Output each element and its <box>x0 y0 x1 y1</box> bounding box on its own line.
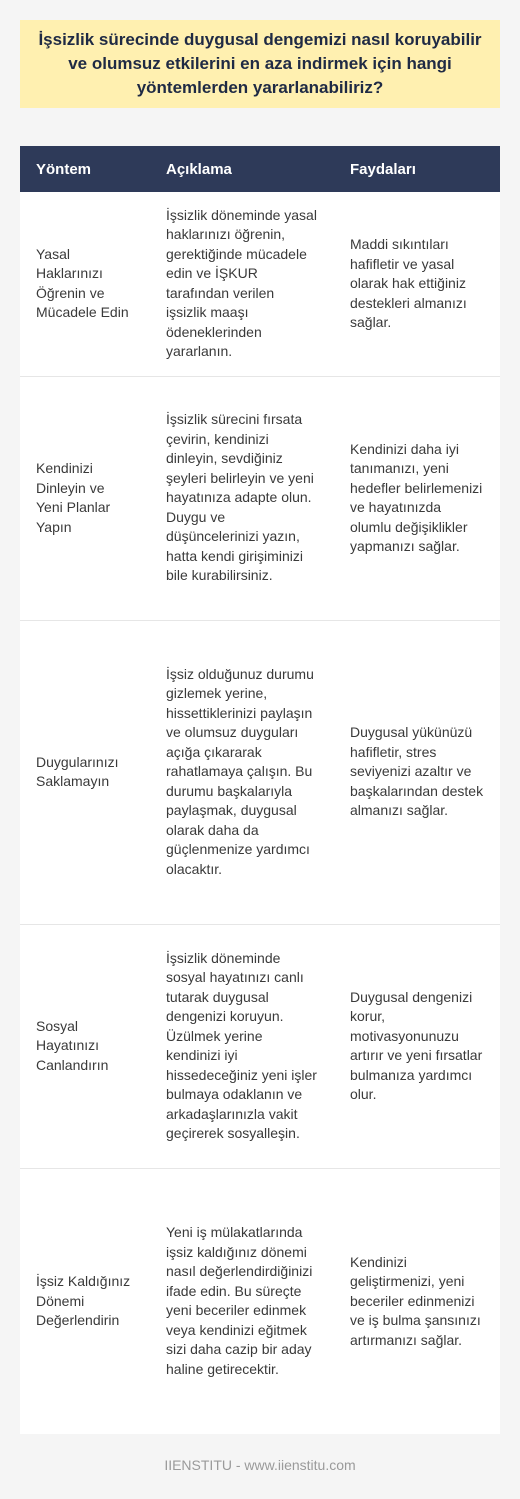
header-benefits: Faydaları <box>334 146 500 192</box>
table-row <box>20 1168 500 1434</box>
table-row <box>20 376 500 620</box>
cell-description: İşsiz olduğunuz durumu gizlemek yerine, hissettiklerinizi paylaşın ve olumsuz duyguları açığa çıkararak rahatlamaya çalışın. Bu durumu başkalarıyla paylaşmak, duygusal olarak daha da güçlenmenize yardımcı olacaktır. <box>150 620 334 924</box>
cell-benefits: Kendinizi daha iyi tanımanızı, yeni hedefler belirlemenizi ve hayatınızda olumlu değişiklikler yapmanızı sağlar. <box>334 376 500 620</box>
table-row <box>20 924 500 1168</box>
footer-credit: IIENSTITU - www.iienstitu.com <box>164 1457 356 1473</box>
cell-method: İşsiz Kaldığınız Dönemi Değerlendirin <box>36 1273 131 1328</box>
cell-method: Yasal Haklarınızı Öğrenin ve Mücadele Edin <box>20 192 150 376</box>
table-header-row <box>20 146 500 192</box>
cell-description: Yeni iş mülakatlarında işsiz kaldığınız dönemi nasıl değerlendirdiğinizi ifade edin. Bu süreçte yeni beceriler edinmek veya kendinizi eğitmek sizi daha cazip bir aday haline getirecektir. <box>166 1224 313 1377</box>
cell-benefits: Kendinizi geliştirmenizi, yeni beceriler edinmenizi ve iş bulma şansınızı artırmanızı sağlar. <box>350 1253 481 1348</box>
title-banner <box>20 20 500 108</box>
cell-method: Kendinizi Dinleyin ve Yeni Planlar Yapın <box>20 376 150 620</box>
cell-benefits: Duygusal yükünüzü hafifletir, stres seviyenizi azaltır ve başkalarından destek almanızı sağlar. <box>334 620 500 924</box>
cell-benefits: Duygusal dengenizi korur, motivasyonunuzu artırır ve yeni fırsatlar bulmanıza yardımcı olur. <box>334 924 500 1168</box>
cell-description: İşsizlik döneminde sosyal hayatınızı canlı tutarak duygusal dengenizi koruyun. Üzülmek yerine kendinizi iyi hissedeceğiniz yeni işler bulmaya odaklanın ve arkadaşlarınızla vakit geçirerek sosyalleşin. <box>150 924 334 1168</box>
cell-method: Sosyal Hayatınızı Canlandırın <box>20 924 150 1168</box>
header-method: Yöntem <box>20 146 150 192</box>
page-title: İşsizlik sürecinde duygusal dengemizi nasıl koruyabilir ve olumsuz etkilerini en aza indirmek için hangi yöntemlerden yararlanabiliriz? <box>38 30 482 97</box>
methods-table <box>20 146 500 1434</box>
cell-description: İşsizlik döneminde yasal haklarınızı öğrenin, gerektiğinde mücadele edin ve İŞKUR tarafından verilen işsizlik maaşı ödeneklerinden yararlanın. <box>150 192 334 376</box>
cell-description: İşsizlik sürecini fırsata çevirin, kendinizi dinleyin, sevdiğiniz şeyleri belirleyin ve yeni hayatınıza adapte olun. Duygu ve düşüncelerinizi yazın, hatta kendi girişiminizi bile kurabilirsiniz. <box>150 376 334 620</box>
header-description: Açıklama <box>150 146 334 192</box>
cell-method: Duygularınızı Saklamayın <box>20 620 150 924</box>
table-row <box>20 192 500 376</box>
cell-benefits: Maddi sıkıntıları hafifletir ve yasal olarak hak ettiğiniz destekleri almanızı sağlar. <box>334 192 500 376</box>
table-row <box>20 620 500 924</box>
